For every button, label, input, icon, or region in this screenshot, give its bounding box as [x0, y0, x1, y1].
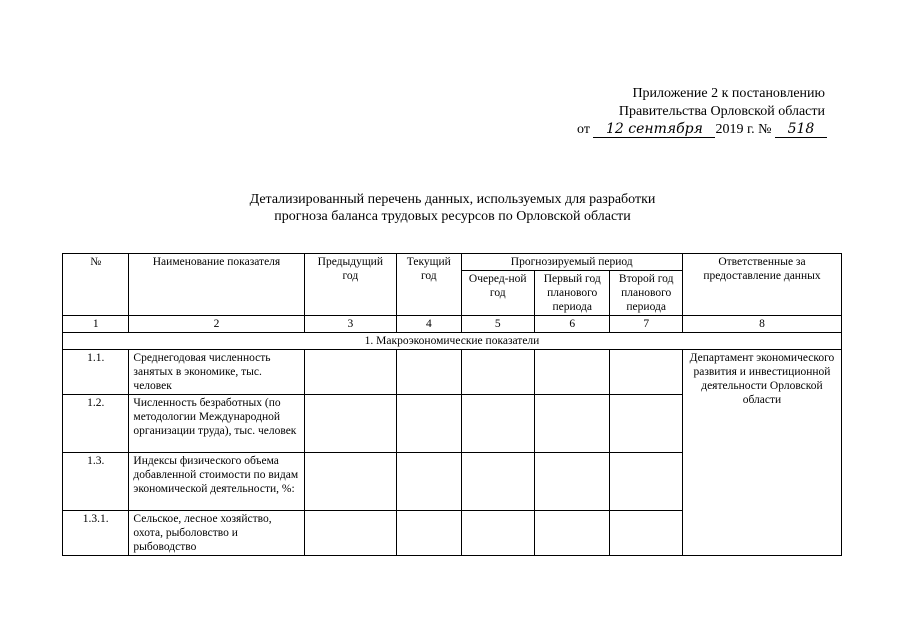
header-name: Наименование показателя — [129, 254, 304, 316]
appendix-date-line — [577, 121, 827, 138]
empty-cell — [397, 453, 461, 511]
row-num: 1.2. — [63, 395, 129, 453]
empty-cell — [304, 350, 397, 395]
column-number: 2 — [129, 316, 304, 333]
data-table — [62, 253, 842, 556]
row-name: Сельское, лесное хозяйство, охота, рыболовство и рыбоводство — [129, 511, 304, 556]
empty-cell — [534, 395, 609, 453]
section-title: 1. Макроэкономические показатели — [63, 333, 842, 350]
section-row — [63, 333, 842, 350]
row-name: Среднегодовая численность занятых в экономике, тыс. человек — [129, 350, 304, 395]
empty-cell — [610, 511, 682, 556]
header-first-year: Первый год планового периода — [534, 271, 609, 316]
header-prev-year: Предыдущий год — [304, 254, 397, 316]
row-name: Индексы физического объема добавленной стоимости по видам экономической деятельности, %: — [129, 453, 304, 511]
column-number: 7 — [610, 316, 682, 333]
date-year: 2019 г. № — [715, 122, 772, 137]
column-number: 1 — [63, 316, 129, 333]
empty-cell — [397, 511, 461, 556]
empty-cell — [534, 511, 609, 556]
empty-cell — [397, 395, 461, 453]
appendix-line-2: Правительства Орловской области — [618, 104, 825, 119]
handwritten-date: 12 сентября — [593, 121, 715, 138]
empty-cell — [304, 395, 397, 453]
column-number: 3 — [304, 316, 397, 333]
table-row — [63, 350, 842, 395]
appendix-header — [565, 85, 825, 121]
column-number: 8 — [682, 316, 841, 333]
empty-cell — [461, 511, 534, 556]
document-title — [0, 191, 905, 225]
empty-cell — [461, 453, 534, 511]
row-num: 1.1. — [63, 350, 129, 395]
column-number: 6 — [534, 316, 609, 333]
header-row-1 — [63, 254, 842, 271]
empty-cell — [610, 395, 682, 453]
header-second-year: Второй год планового периода — [610, 271, 682, 316]
title-line-1: Детализированный перечень данных, используемых для разработки — [249, 192, 656, 207]
row-name: Численность безработных (по методологии Международной организации труда), тыс. человек — [129, 395, 304, 453]
header-current-year: Текущий год — [397, 254, 461, 316]
empty-cell — [534, 453, 609, 511]
responsible-cell: Департамент экономического развития и инвестиционной деятельности Орловской области — [682, 350, 841, 556]
handwritten-number: 518 — [775, 121, 827, 138]
empty-cell — [461, 395, 534, 453]
header-num: № — [63, 254, 129, 316]
empty-cell — [461, 350, 534, 395]
row-num: 1.3.1. — [63, 511, 129, 556]
empty-cell — [610, 453, 682, 511]
header-responsible: Ответственные за предоставление данных — [682, 254, 841, 316]
empty-cell — [304, 511, 397, 556]
empty-cell — [304, 453, 397, 511]
header-forecast-period: Прогнозируемый период — [461, 254, 682, 271]
column-number: 5 — [461, 316, 534, 333]
empty-cell — [610, 350, 682, 395]
title-line-2: прогноза баланса трудовых ресурсов по Орловской области — [274, 209, 631, 224]
empty-cell — [397, 350, 461, 395]
appendix-line-1: Приложение 2 к постановлению — [632, 86, 825, 101]
column-number-row — [63, 316, 842, 333]
empty-cell — [534, 350, 609, 395]
date-prefix: от — [577, 122, 590, 137]
column-number: 4 — [397, 316, 461, 333]
row-num: 1.3. — [63, 453, 129, 511]
header-next-year: Очеред-ной год — [461, 271, 534, 316]
